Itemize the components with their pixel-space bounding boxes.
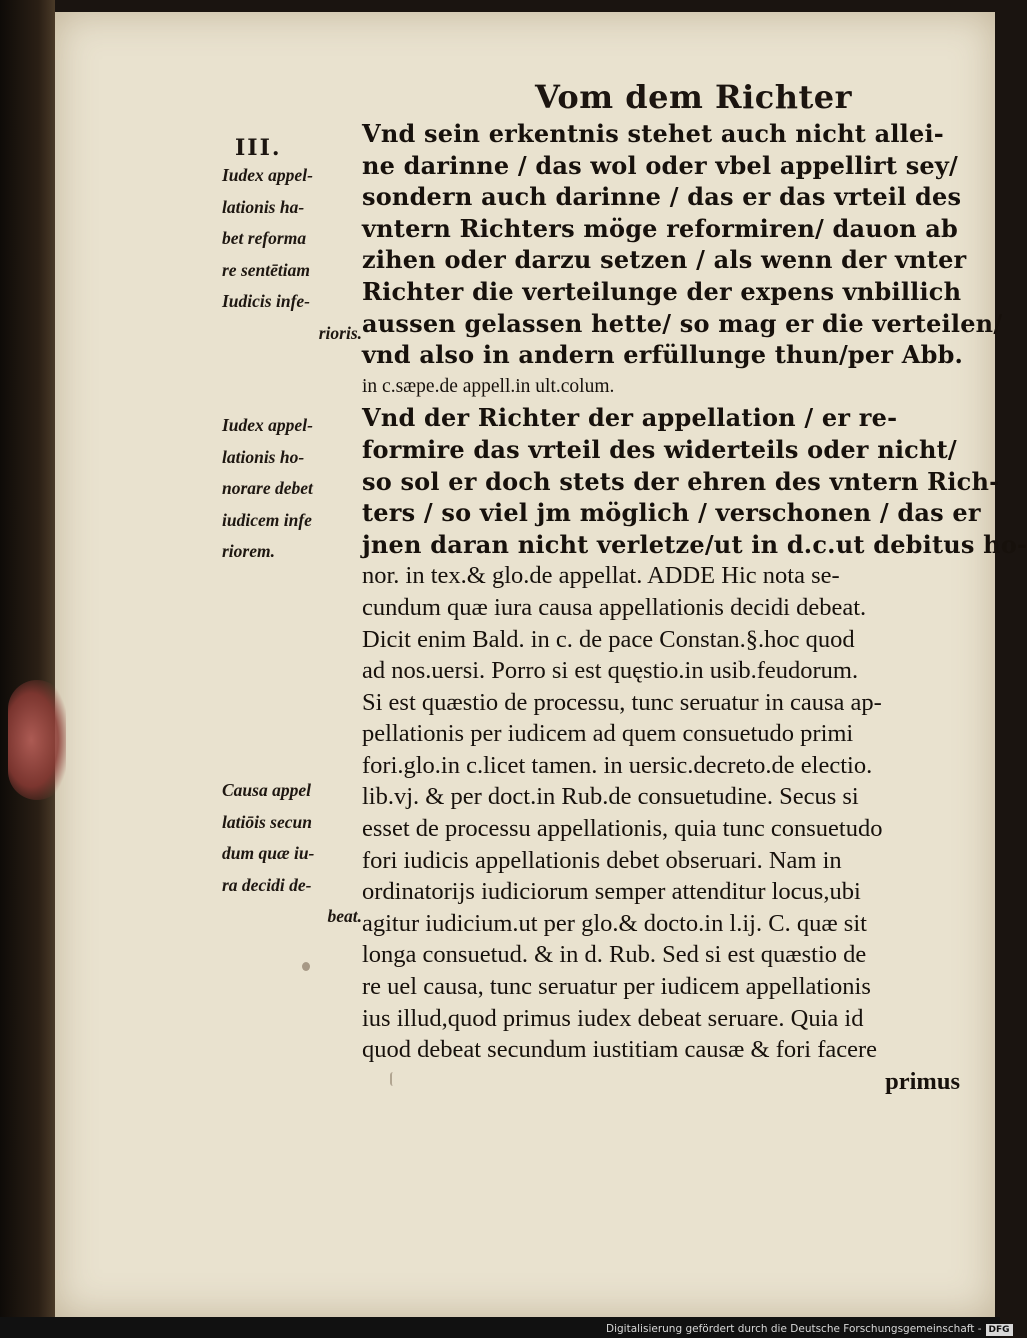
- margin-note-line: dum quæ iu-: [222, 843, 315, 863]
- margin-note-2: [222, 410, 362, 568]
- text-line: Si est quæstio de processu, tunc seruatur in causa ap-: [362, 688, 882, 716]
- margin-note-3: [222, 775, 362, 933]
- left-page-edge: [0, 0, 55, 1338]
- margin-note-line: re sentētiam: [222, 259, 310, 280]
- ink-spot: [302, 962, 310, 971]
- text-line: so sol er doch stets der ehren des vntern Rich-: [362, 466, 1000, 496]
- margin-note-line: bet reforma: [222, 228, 307, 248]
- folio-number: III.: [235, 135, 282, 161]
- text-line: nor. in tex.& glo.de appellat. ADDE Hic nota se-: [362, 562, 840, 590]
- text-line: Dicit enim Bald. in c. de pace Constan.§.hoc quod: [362, 625, 855, 653]
- text-line: ius illud,quod primus iudex debeat seruare. Quia id: [362, 1004, 864, 1032]
- text-line: vnd also in andern erfüllunge thun/per Abb.: [362, 340, 964, 370]
- margin-note-line: iudicem infe: [222, 509, 312, 530]
- margin-note-line: rioris.: [318, 322, 362, 343]
- text-line: sondern auch darinne / das er das vrteil des: [362, 182, 962, 212]
- text-line: zihen oder darzu setzen / als wenn der vnter: [362, 245, 967, 275]
- text-line: in c.sæpe.de appell.in ult.colum.: [362, 375, 615, 397]
- margin-note-line: Iudicis infe-: [222, 291, 310, 311]
- text-line: fori iudicis appellationis debet obseruari. Nam in: [362, 846, 842, 874]
- margin-note-line: lationis ha-: [222, 196, 305, 217]
- catchword: primus: [885, 1067, 960, 1095]
- text-line: jnen daran nicht verletze/ut in d.c.ut debitus ho-: [362, 529, 1027, 559]
- margin-note-line: Iudex appel-: [222, 165, 313, 185]
- text-line: longa consuetud. & in d. Rub. Sed si est quæstio de: [362, 941, 867, 969]
- text-line: vntern Richters möge reformiren/ dauon ab: [362, 213, 959, 243]
- margin-note-line: riorem.: [222, 541, 275, 561]
- margin-note-line: latiōis secun: [222, 811, 312, 832]
- margin-note-line: beat.: [327, 906, 362, 926]
- margin-note-line: lationis ho-: [222, 446, 305, 467]
- text-line: ordinatorijs iudiciorum semper attenditur locus,ubi: [362, 878, 861, 906]
- margin-note-line: norare debet: [222, 478, 313, 498]
- text-line: esset de processu appellationis, quia tunc consuetudo: [362, 815, 883, 843]
- main-text-block: [362, 118, 1027, 1097]
- dfg-logo: DFG: [986, 1324, 1013, 1336]
- text-line: formire das vrteil des widerteils oder nicht/: [362, 434, 957, 464]
- text-line: agitur iudicium.ut per glo.& docto.in l.ij. C. quæ sit: [362, 909, 867, 937]
- text-line: ad nos.uersi. Porro si est quęstio.in usib.feudorum.: [362, 657, 859, 685]
- text-line: Vnd der Richter der appellation / er re-: [362, 403, 898, 433]
- running-head: Vom dem Richter: [535, 78, 852, 116]
- text-line: pellationis per iudicem ad quem consuetudo primi: [362, 720, 854, 748]
- text-line: Richter die verteilunge der expens vnbillich: [362, 276, 962, 306]
- text-line: lib.vj. & per doct.in Rub.de consuetudine. Secus si: [362, 783, 859, 811]
- text-line: aussen gelassen hette/ so mag er die verteilen/: [362, 308, 1003, 338]
- text-line: ters / so viel jm möglich / verschonen / das er: [362, 498, 981, 528]
- text-line: quod debeat secundum iustitiam causæ & fori facere: [362, 1036, 878, 1064]
- digitization-footer: [606, 1322, 1013, 1338]
- text-line: fori.glo.in c.licet tamen. in uersic.decreto.de electio.: [362, 751, 873, 779]
- margin-note-line: ra decidi de-: [222, 874, 312, 895]
- text-line: ne darinne / das wol oder vbel appellirt sey/: [362, 150, 958, 180]
- text-line: cundum quæ iura causa appellationis decidi debeat.: [362, 593, 867, 621]
- margin-note-line: Iudex appel-: [222, 415, 313, 435]
- thumb-shadow: [8, 680, 66, 800]
- margin-note-1: [222, 160, 362, 349]
- text-line: Vnd sein erkentnis stehet auch nicht allei-: [362, 119, 944, 148]
- footer-text: Digitalisierung gefördert durch die Deutsche Forschungsgemeinschaft -: [606, 1323, 982, 1335]
- text-line: re uel causa, tunc seruatur per iudicem appellationis: [362, 973, 871, 1001]
- margin-note-line: Causa appel: [222, 780, 311, 800]
- ink-mark: [390, 1072, 396, 1086]
